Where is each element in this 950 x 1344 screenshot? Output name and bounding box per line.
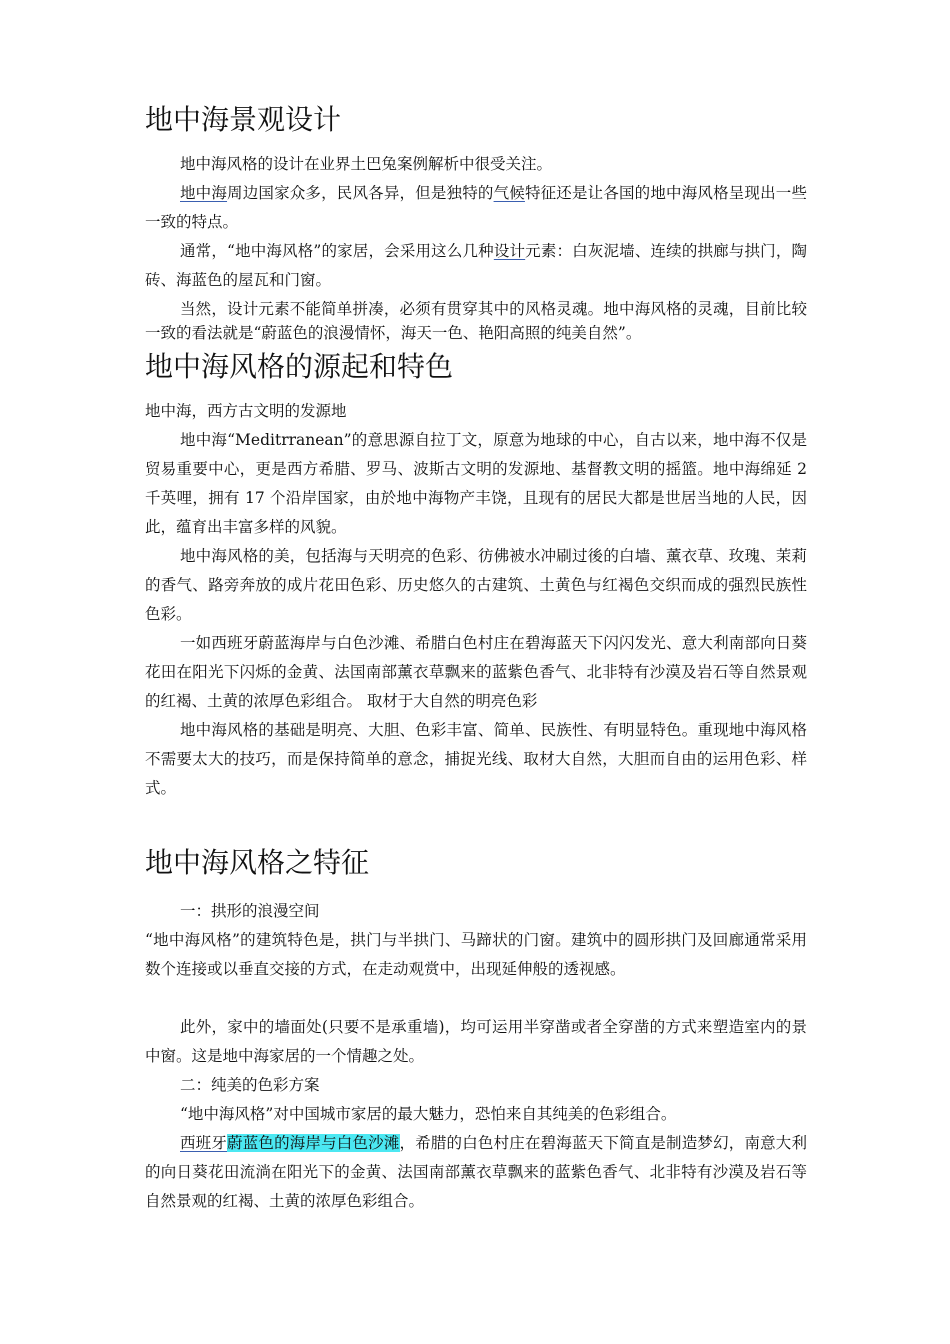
paragraph: “地中海风格”的建筑特色是，拱门与半拱门、马蹄状的门窗。建筑中的圆形拱门及回廊通常采用数个连接或以垂直交接的方式，在走动观赏中，出现延伸般的透视感。 xyxy=(145,931,807,978)
highlighted-text: 蔚蓝色的海岸与白色沙滩 xyxy=(227,1134,400,1152)
paragraph: 一如西班牙蔚蓝海岸与白色沙滩、希腊白色村庄在碧海蓝天下闪闪发光、意大利南部向日葵花田在阳光下闪烁的金黄、法国南部薰衣草飘来的蓝紫色香气、北非特有沙漠及岩石等自然景观的红褐、土黄的浓厚色彩组合。 取材于大自然的明亮色彩 xyxy=(145,634,807,710)
spacer xyxy=(145,984,807,1013)
paragraph: 地中海风格的设计在业界土巴兔案例解析中很受关注。 xyxy=(180,155,553,173)
text-span: ，希腊的白色村庄在碧海蓝天下简直是制造梦幻，南意大利的向日葵花田流淌在阳光下的金黄、法国南部薰衣草飘来的蓝紫色香气、北非特有沙漠及岩石等自然景观的红褐、土黄的浓厚色彩组合。 xyxy=(145,1134,807,1210)
heading-landscape-design: 地中海景观设计 xyxy=(145,103,342,136)
paragraph: 地中海风格的基础是明亮、大胆、色彩丰富、简单、民族性、有明显特色。重现地中海风格不需要太大的技巧，而是保持简单的意念，捕捉光线、取材大自然，大胆而自由的运用色彩、样式。 xyxy=(145,721,807,797)
link-design[interactable]: 设计 xyxy=(493,242,526,260)
paragraph: 此外，家中的墙面处(只要不是承重墙)，均可运用半穿凿或者全穿凿的方式来塑造室内的景中窗。这是地中海家居的一个情趣之处。 xyxy=(145,1018,807,1065)
item-title: 二：纯美的色彩方案 xyxy=(180,1076,320,1094)
paragraph: “地中海风格”对中国城市家居的最大魅力，恐怕来自其纯美的色彩组合。 xyxy=(180,1105,677,1123)
document-page xyxy=(145,100,807,1216)
text-span: 通常，“地中海风格”的家居，会采用这么几种 xyxy=(180,242,494,260)
paragraph xyxy=(145,1129,807,1216)
paragraph: 地中海“Meditrranean”的意思源自拉丁文，原意为地球的中心，自古以来，地中海不仅是贸易重要中心，更是西方希腊、罗马、波斯古文明的发源地、基督教文明的摇篮。地中海绵延 2 千英哩，拥有 17 个沿岸国家，由於地中海物产丰饶，且现有的居民大都是世居当地的人民，因此，蕴育出丰富多样的风貌。 xyxy=(145,431,807,536)
link-mediterranean[interactable]: 地中海 xyxy=(180,184,228,202)
text-span: 元素：白灰泥墙、连续的拱廊与拱门，陶砖、海蓝色的屋瓦和门窗。 xyxy=(145,242,807,289)
text-span: 周边国家众多，民风各异，但是独特的 xyxy=(227,184,494,202)
text-span: 特征还是让各国的地中海风格呈现出一些一致的特点。 xyxy=(145,184,807,231)
paragraph: 地中海风格的美，包括海与天明亮的色彩、彷佛被水冲刷过後的白墙、薰衣草、玫瑰、茉莉的香气、路旁奔放的成片花田色彩、历史悠久的古建筑、土黄色与红褐色交织而成的强烈民族性色彩。 xyxy=(145,547,807,623)
heading-origin-features: 地中海风格的源起和特色 xyxy=(145,350,454,383)
link-climate[interactable]: 气候 xyxy=(493,184,525,202)
heading-characteristics: 地中海风格之特征 xyxy=(145,846,370,879)
subtitle: 地中海，西方古文明的发源地 xyxy=(145,402,347,420)
paragraph xyxy=(145,179,807,237)
paragraph: 当然，设计元素不能简单拼凑，必须有贯穿其中的风格灵魂。地中海风格的灵魂，目前比较一致的看法就是“蔚蓝色的浪漫情怀，海天一色、艳阳高照的纯美自然”。 xyxy=(145,300,807,342)
paragraph xyxy=(145,237,807,295)
item-title: 一：拱形的浪漫空间 xyxy=(180,902,320,920)
link-spain[interactable]: 西班牙 xyxy=(180,1134,228,1152)
